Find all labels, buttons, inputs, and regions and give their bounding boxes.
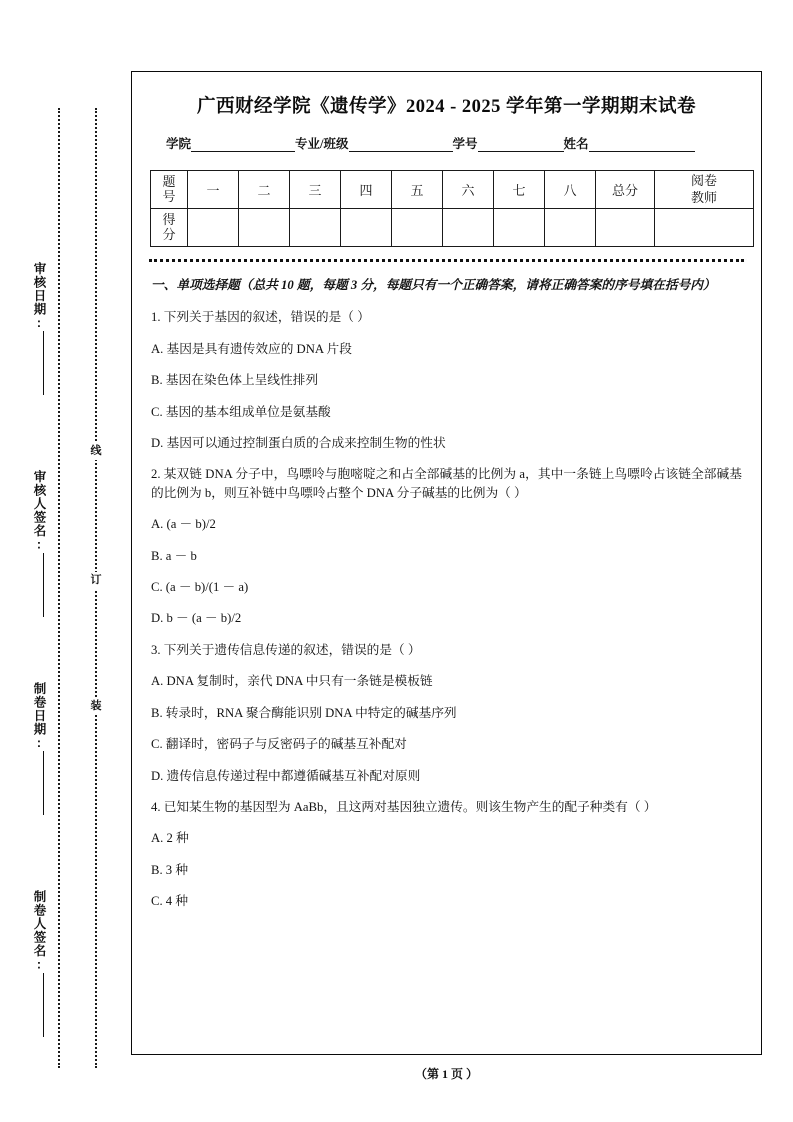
page-title: 广西财经学院《遗传学》2024 - 2025 学年第一学期期末试卷 xyxy=(196,97,697,117)
score-table-col-header: 五 xyxy=(392,171,443,209)
score-label-char-top: 得 xyxy=(162,212,176,228)
score-table-row-label-question-no xyxy=(151,171,188,209)
seal-char-ding: 订 xyxy=(88,572,104,589)
paper-made-date-label: 制卷日期: xyxy=(32,682,46,751)
reviewer-signature-blank[interactable] xyxy=(43,553,44,617)
reviewer-signature-label: 审核人签名: xyxy=(32,470,46,553)
reviewer-signature-field[interactable] xyxy=(24,470,54,617)
question-option[interactable]: B. 转录时，RNA 聚合酶能识别 DNA 中特定的碱基序列 xyxy=(151,705,457,720)
student-info-row xyxy=(166,134,737,152)
question-stem: 4. 已知某生物的基因型为 AaBb，且这两对基因独立遗传。则该生物产生的配子种类有（ ） xyxy=(151,799,657,814)
seal-char-zhuang: 装 xyxy=(88,698,104,715)
sealing-margin xyxy=(0,0,131,1122)
student-name-field[interactable] xyxy=(564,134,695,152)
student-id-label: 学号 xyxy=(452,137,478,151)
question-option[interactable]: A. DNA 复制时，亲代 DNA 中只有一条链是模板链 xyxy=(151,674,433,689)
score-table-col-header: 二 xyxy=(239,171,290,209)
row-label-char-top: 题 xyxy=(162,174,176,190)
major-class-input[interactable] xyxy=(349,138,453,152)
score-table-score-cell[interactable] xyxy=(545,209,596,247)
question-option[interactable]: C. (a － b)/(1 － a) xyxy=(151,580,249,595)
score-table-grader-header xyxy=(655,171,754,209)
exam-paper-frame xyxy=(131,71,762,1055)
section-separator xyxy=(149,259,744,262)
score-table-container xyxy=(150,170,761,247)
question-block xyxy=(151,465,742,627)
score-table-score-cell[interactable] xyxy=(443,209,494,247)
score-table-total-cell[interactable] xyxy=(596,209,655,247)
score-label-char-bottom: 分 xyxy=(162,226,176,242)
score-table-score-cell[interactable] xyxy=(341,209,392,247)
paper-made-date-blank[interactable] xyxy=(43,751,44,815)
score-table-col-header: 四 xyxy=(341,171,392,209)
question-option[interactable]: A. 基因是具有遗传效应的 DNA 片段 xyxy=(151,341,352,356)
question-option[interactable]: D. b － (a － b)/2 xyxy=(151,611,242,626)
score-table-score-cell[interactable] xyxy=(239,209,290,247)
question-option[interactable]: C. 基因的基本组成单位是氨基酸 xyxy=(151,404,331,419)
question-block xyxy=(151,308,742,452)
student-name-input[interactable] xyxy=(589,138,695,152)
section-heading: 一、单项选择题（总共 10 题，每题 3 分，每题只有一个正确答案，请将正确答案的序号填在括号内） xyxy=(151,278,716,292)
score-table-score-cell[interactable] xyxy=(188,209,239,247)
college-field[interactable] xyxy=(166,134,295,152)
paper-maker-signature-field[interactable] xyxy=(24,890,54,1037)
question-option[interactable]: B. 3 种 xyxy=(151,862,189,877)
college-input[interactable] xyxy=(191,138,295,152)
major-class-label: 专业/班级 xyxy=(295,137,349,151)
question-option[interactable]: D. 基因可以通过控制蛋白质的合成来控制生物的性状 xyxy=(151,436,446,451)
score-table-score-cell[interactable] xyxy=(494,209,545,247)
question-option[interactable]: A. 2 种 xyxy=(151,831,189,846)
paper-made-date-field[interactable] xyxy=(24,682,54,815)
grader-label-bottom: 教师 xyxy=(690,189,717,205)
question-option[interactable]: A. (a － b)/2 xyxy=(151,517,216,532)
score-table-header-row xyxy=(151,171,754,209)
score-table-grader-cell[interactable] xyxy=(655,209,754,247)
question-stem: 1. 下列关于基因的叙述，错误的是（ ） xyxy=(151,310,370,325)
question-option[interactable]: B. 基因在染色体上呈线性排列 xyxy=(151,373,319,388)
score-table-score-cell[interactable] xyxy=(290,209,341,247)
student-id-field[interactable] xyxy=(453,134,564,152)
score-table-col-header: 八 xyxy=(545,171,596,209)
score-table-col-header: 六 xyxy=(443,171,494,209)
score-table-col-header: 三 xyxy=(290,171,341,209)
college-label: 学院 xyxy=(166,137,192,151)
question-option[interactable]: D. 遗传信息传递过程中都遵循碱基互补配对原则 xyxy=(151,768,421,783)
score-table-score-cell[interactable] xyxy=(392,209,443,247)
question-option[interactable]: C. 4 种 xyxy=(151,894,189,909)
score-table-row-label-score xyxy=(151,209,188,247)
student-name-label: 姓名 xyxy=(563,137,589,151)
seal-char-xian: 线 xyxy=(88,443,104,460)
question-option[interactable]: C. 翻译时，密码子与反密码子的碱基互补配对 xyxy=(151,737,407,752)
student-id-input[interactable] xyxy=(478,138,564,152)
question-block xyxy=(151,798,742,911)
grader-label-top: 阅卷 xyxy=(690,173,717,189)
score-table xyxy=(150,170,754,247)
score-table-total-header: 总分 xyxy=(596,171,655,209)
review-date-blank[interactable] xyxy=(43,331,44,395)
sealing-dotted-line-outer xyxy=(58,108,60,1068)
score-table-col-header: 一 xyxy=(188,171,239,209)
review-date-label: 审核日期: xyxy=(32,262,46,331)
row-label-char-bottom: 号 xyxy=(162,188,176,204)
question-body xyxy=(151,276,742,911)
paper-maker-signature-blank[interactable] xyxy=(43,973,44,1037)
major-class-field[interactable] xyxy=(295,134,452,152)
question-stem: 2. 某双链 DNA 分子中，鸟嘌呤与胞嘧啶之和占全部碱基的比例为 a，其中一条链上鸟嘌呤占该链全部碱基的比例为 b，则互补链中鸟嘌呤占整个 DNA 分子碱基的比例为（ ） xyxy=(151,467,742,500)
question-block xyxy=(151,641,742,785)
question-stem: 3. 下列关于遗传信息传递的叙述，错误的是（ ） xyxy=(151,642,421,657)
review-date-field[interactable] xyxy=(24,262,54,395)
question-option[interactable]: B. a － b xyxy=(151,548,197,563)
score-table-col-header: 七 xyxy=(494,171,545,209)
score-table-score-row xyxy=(151,209,754,247)
page-footer: （第 1 页 ） xyxy=(414,1067,478,1081)
paper-maker-signature-label: 制卷人签名: xyxy=(32,890,46,973)
